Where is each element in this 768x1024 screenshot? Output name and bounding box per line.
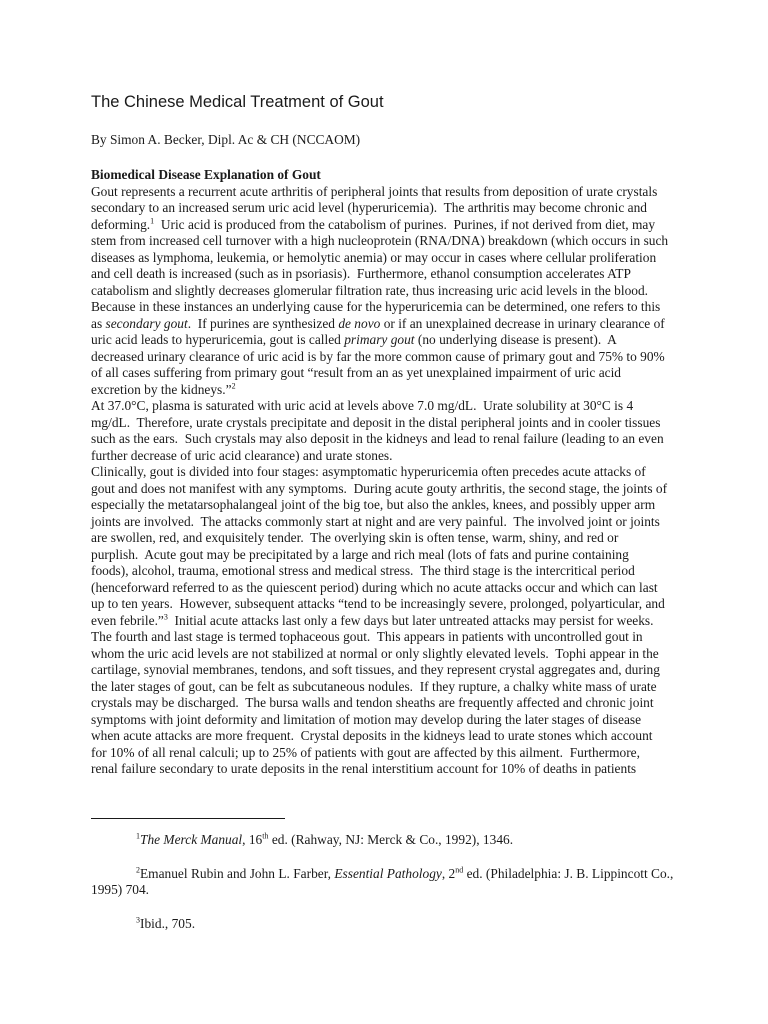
footnote-3: $^3$Ibid., 705. [136,915,196,931]
text-line: as secondary gout. If purines are synthesized de novo or if an unexplained decrease in urinary clearance of [91,315,665,331]
text-line: Because in these instances an underlying cause for the hyperuricemia can be determined, one refers to this [91,299,661,314]
term-de-novo: de novo [338,315,381,331]
body-text [91,184,691,778]
text-line: renal failure secondary to urate deposits in the renal interstitium account for 10% of deaths in patients [91,761,637,776]
text-line: deforming.$^1$ Uric acid is produced from the catabolism of purines. Purines, if not derived from diet, may [91,216,656,232]
text-line: foods), alcohol, trauma, emotional stress and medical stress. The third stage is the intercritical period [91,563,635,578]
document-title: The Chinese Medical Treatment of Gout [91,93,384,111]
text-line: the later stages of gout, can be felt as subcutaneous nodules. If they rupture, a chalky white mass of urate [91,678,657,694]
text-line: up to ten years. However, subsequent attacks “tend to be increasingly severe, prolonged, polyarticular, and [91,596,665,611]
text-line: such as the ears. Such crystals may also deposit in the kidneys and lead to renal failure (leading to an even [91,431,664,446]
text-line: At 37.0°C, plasma is saturated with uric acid at levels above 7.0 mg/dL. Urate solubility at 30°C is 4 [91,398,634,413]
footnote-1: $^1$The Merck Manual, 16th ed. (Rahway, NJ: Merck & Co., 1992), 1346. [136,831,514,847]
text-line: of all cases suffering from primary gout “result from an as yet unexplained impairment of uric acid [91,365,621,380]
footnotes [91,832,691,932]
section-heading: Biomedical Disease Explanation of Gout [91,167,321,182]
term-primary-gout: primary gout [344,332,415,347]
text-line: even febrile.”$^3$ Initial acute attacks last only a few days but later untreated attacks may persist for weeks. [91,612,654,628]
text-line: symptoms with joint deformity and limitation of motion may develop during the later stages of disease [91,711,642,727]
text-line: (henceforward referred to as the quiescent period) during which no acute attacks occur and which can last [91,579,658,595]
text-line: purplish. Acute gout may be precipitated by a large and rich meal (lots of fats and purine containing [91,546,629,562]
footnote-ref-3: 3 [163,612,168,622]
text-line: joints are involved. The attacks commonly start at night and are very painful. The involved joint or joints [91,513,660,529]
footnote-ref-2: 2 [231,381,236,391]
text-line: whom the uric acid levels are not stabilized at normal or only slightly elevated levels. Tophi appear in the [91,645,659,661]
text-line: when acute attacks are more frequent. Crystal deposits in the kidneys lead to urate stones which account [91,728,653,743]
text-line: especially the metatarsophalangeal joint of the big toe, but also the ankles, knees, and possibly upper arm [91,497,656,512]
text-line: The fourth and last stage is termed tophaceous gout. This appears in patients with uncontrolled gout in [91,629,643,644]
text-line: further decrease of uric acid clearance) and urate stones. [91,447,393,463]
footnote-spacer [91,849,691,866]
text-line: gout and does not manifest with any symptoms. During acute gouty arthritis, the second stage, the joints of [91,480,668,496]
text-line: crystals may be discharged. The bursa walls and tendon sheaths are frequently affected and chronic joint [91,695,654,710]
text-line: Clinically, gout is divided into four stages: asymptomatic hyperuricemia often precedes acute attacks of [91,464,646,479]
text-line: secondary to an increased serum uric acid level (hyperuricemia). The arthritis may become chronic and [91,200,647,215]
text-line: decreased urinary clearance of uric acid is by far the more common cause of primary gout and 75% to 90% [91,348,665,364]
text-line: mg/dL. Therefore, urate crystals precipitate and deposit in the distal peripheral joints and in cooler tissues [91,414,661,430]
text-line: and cell death is increased (such as in psoriasis). Furthermore, ethanol consumption accelerates ATP [91,266,631,281]
footnote-divider [91,818,285,819]
footnote-ref-1: 1 [150,216,155,226]
author-byline: By Simon A. Becker, Dipl. Ac & CH (NCCAOM) [91,132,361,147]
text-line: for 10% of all renal calculi; up to 25% of patients with gout are affected by this ailment. Furthermore, [91,744,640,760]
term-secondary-gout: secondary gout [105,315,188,331]
text-line: stem from increased cell turnover with a high nucleoprotein (RNA/DNA) breakdown (which occurs in such [91,233,669,248]
text-line: excretion by the kidneys.”$^2$ [91,381,236,397]
text-line: Gout represents a recurrent acute arthritis of peripheral joints that results from deposition of urate crystals [91,183,658,199]
text-line: cartilage, synovial membranes, tendons, and soft tissues, and they represent crystal aggregates and, during [91,662,660,677]
text-line: uric acid leads to hyperuricemia, gout is called primary gout (no underlying disease is present). A [91,332,617,347]
text-line: diseases as lymphoma, leukemia, or hemolytic anemia) or may occur in cases where cellular proliferation [91,249,657,265]
footnote-2-continuation: 1995) 704. [91,882,150,897]
footnote-2: $^2$Emanuel Rubin and John L. Farber, Essential Pathology, 2nd ed. (Philadelphia: J. B. Lippincott Co., [136,865,674,881]
document-page [91,92,691,778]
text-line: are swollen, red, and exquisitely tender. The overlying skin is often tense, warm, shiny, and red or [91,530,619,545]
text-line: catabolism and slightly decreases glomerular filtration rate, thus increasing uric acid levels in the blood. [91,282,649,298]
footnote-spacer [91,899,691,916]
